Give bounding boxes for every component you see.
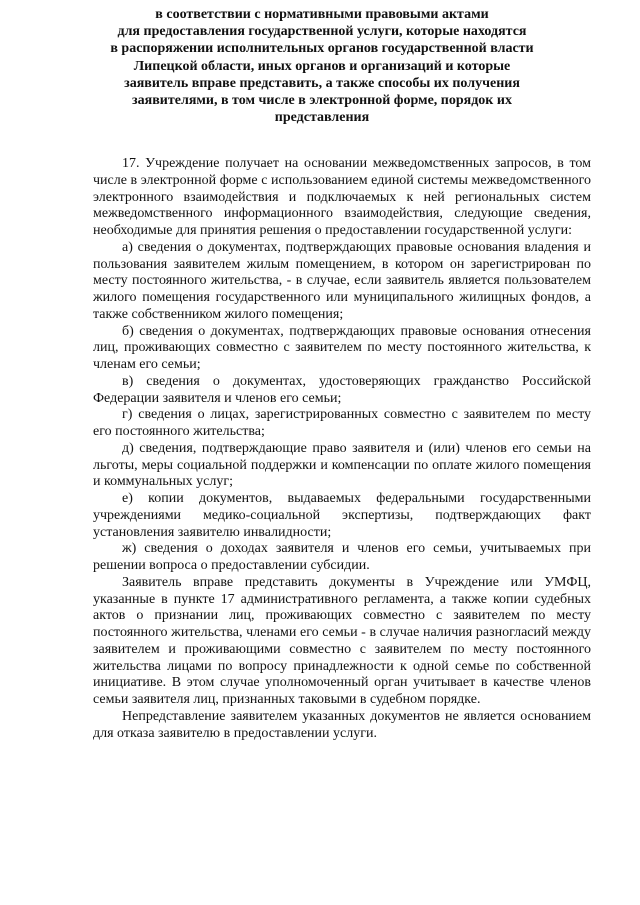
non-submission-paragraph: Непредставление заявителем указанных документов не является основанием для отказа заявителю в предоставлении услуги. bbox=[93, 708, 591, 741]
list-item-v: в) сведения о документах, удостоверяющих гражданство Российской Федерации заявителя и членов его семьи; bbox=[93, 373, 591, 406]
heading-line: в соответствии с нормативными правовыми актами bbox=[155, 7, 489, 22]
list-item-d: д) сведения, подтверждающие право заявителя и (или) членов его семьи на льготы, меры социальной поддержки и компенсации по оплате жилого помещения и коммунальных услуг; bbox=[93, 440, 591, 490]
document-body bbox=[93, 156, 591, 742]
list-item-zh: ж) сведения о доходах заявителя и членов его семьи, учитываемых при решении вопроса о предоставлении субсидии. bbox=[93, 541, 591, 573]
heading-line: для предоставления государственной услуги, которые находятся bbox=[117, 24, 527, 40]
applicant-right-paragraph: Заявитель вправе представить документы в Учреждение или УМФЦ, указанные в пункте 17 административного регламента, а также копии судебных актов о признании лиц, проживающих совместно с заявителем по месту постоянного жительства, членами его семьи - в случае наличия разногласий между заявителем и проживающими совместно с заявителем по месту постоянного жительства лицами по вопросу принадлежности к одной семье по собственной инициативе. В этом случае уполномоченный орган учитывает в качестве членов семьи заявителя лиц, признанных таковыми в судебном порядке. bbox=[93, 574, 591, 707]
heading-line: Липецкой области, иных органов и организаций и которые bbox=[133, 58, 511, 74]
paragraph-17-intro: 17. Учреждение получает на основании межведомственных запросов, в том числе в электронной форме с использованием единой системы межведомственного электронного взаимодействия и подключаемых к ней региональных систем межведомственного информационного взаимодействия, следующие сведения, необходимые для принятия решения о предоставлении государственной услуги: bbox=[93, 156, 591, 238]
heading-line: представления bbox=[274, 110, 370, 126]
list-item-g: г) сведения о лицах, зарегистрированных совместно с заявителем по месту его постоянного жительства; bbox=[93, 407, 591, 439]
list-item-a: а) сведения о документах, подтверждающих правовые основания владения и пользования заявителем жилым помещением, в котором он зарегистрирован по месту постоянного жительства, - в случае, если заявитель является пользователем жилого помещения государственного или муниципального жилищных фондов, а также собственником жилого помещения; bbox=[93, 239, 591, 322]
heading-line: заявитель вправе представить, а также способы их получения bbox=[124, 75, 520, 91]
list-item-b: б) сведения о документах, подтверждающих правовые основания отнесения лиц, проживающих совместно с заявителем по месту постоянного жительства, к членам его семьи; bbox=[93, 323, 591, 372]
heading-line: заявителями, в том числе в электронной форме, порядок их bbox=[132, 93, 512, 109]
list-item-e: е) копии документов, выдаваемых федеральными государственными учреждениями медико-социальной экспертизы, подтверждающих факт установления заявителю инвалидности; bbox=[93, 491, 591, 540]
heading-line: в распоряжении исполнительных органов государственной власти bbox=[110, 41, 534, 57]
section-heading bbox=[80, 6, 564, 126]
